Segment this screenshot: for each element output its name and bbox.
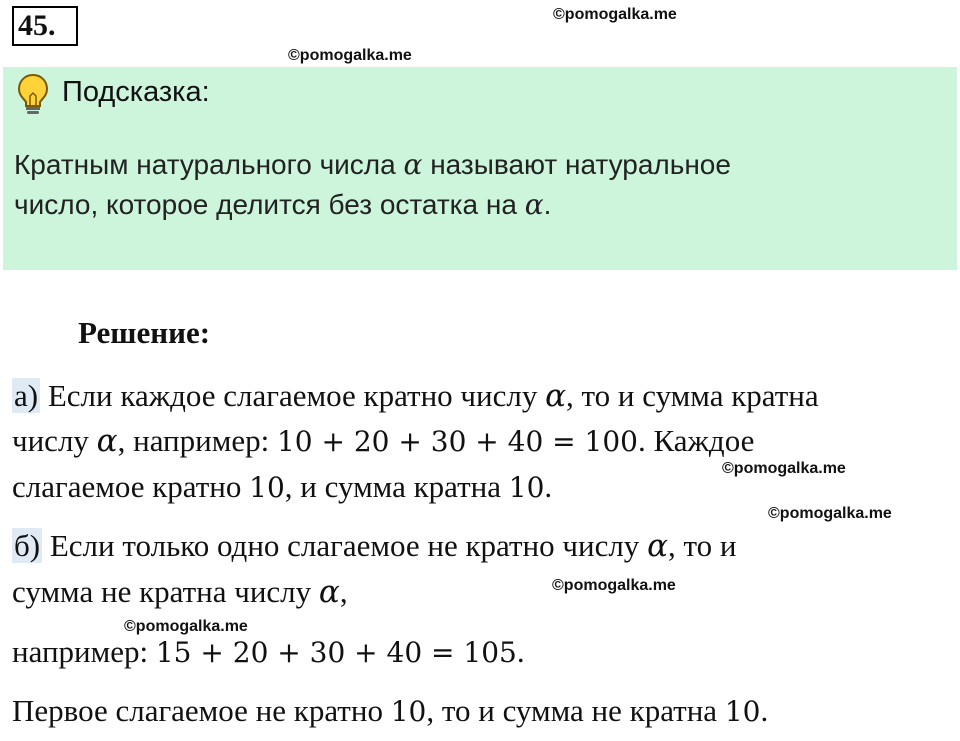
conclusion-line: Первое слагаемое не кратно 10, то и сумма не кратна 10.: [12, 693, 769, 728]
variable-alpha: α: [403, 148, 423, 181]
hint-text: [14, 145, 914, 225]
watermark: ©pomogalka.me: [768, 505, 892, 522]
solution-title: Решение:: [78, 315, 211, 350]
lightbulb-icon: [16, 72, 50, 116]
watermark: ©pomogalka.me: [553, 6, 677, 23]
watermark: ©pomogalka.me: [552, 577, 676, 594]
equation-a: 10 + 20 + 30 + 40 = 100: [276, 425, 638, 458]
variable-alpha: α: [96, 423, 118, 459]
variable-alpha: α: [318, 574, 340, 610]
part-b-line-2: сумма не кратна числу α,: [12, 574, 348, 610]
watermark: ©pomogalka.me: [288, 47, 412, 64]
part-b-line-3: например: 15 + 20 + 30 + 40 = 105.: [12, 634, 525, 669]
variable-alpha: α: [524, 188, 544, 221]
part-b-label: б): [14, 528, 41, 563]
part-b-line-1: б) Если только одно слагаемое не кратно числу α, то и: [14, 528, 737, 564]
hint-line-2: число, которое делится без остатка на α.: [14, 188, 552, 221]
part-a-line-2: числу α, например: 10 + 20 + 30 + 40 = 100. Каждое: [12, 423, 755, 459]
part-a-line-3: слагаемое кратно 10, и сумма кратна 10.: [12, 469, 553, 504]
hint-line-1: Кратным натурального числа α называют натуральное: [14, 148, 731, 181]
variable-alpha: α: [545, 378, 567, 414]
part-a-label: а): [14, 378, 39, 413]
hint-title: Подсказка:: [62, 76, 210, 108]
problem-number: 45.: [12, 6, 78, 46]
watermark: ©pomogalka.me: [124, 618, 248, 635]
watermark: ©pomogalka.me: [722, 460, 846, 477]
variable-alpha: α: [647, 528, 668, 564]
part-a-line-1: а) Если каждое слагаемое кратно числу α, то и сумма кратна: [14, 378, 819, 414]
equation-b: 15 + 20 + 30 + 40 = 105: [155, 636, 517, 669]
